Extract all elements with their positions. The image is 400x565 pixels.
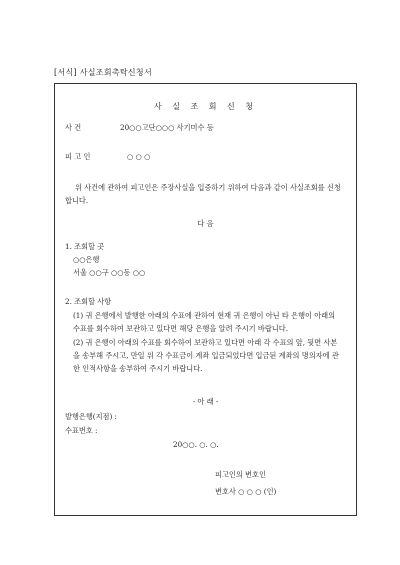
defendant-value: ○ ○ ○ — [127, 152, 151, 161]
section2-heading: 2. 조회할 사항 — [65, 297, 112, 306]
case-value: 20○○고단○○○ 사기미수 등 — [120, 123, 214, 132]
section2-item: (2) 귀 은행이 아래의 수표를 회수하여 보관하고 있다면 아래 각 수표의 앞, 뒷면 사본을 송부해 주시고, 만일 위 각 수표금이 계좌 입금되었다면 입금된 계좌의 명의자에 관한 인적사항을 송부하여 주시기 바랍니다. — [73, 338, 339, 373]
issuing-bank-label: 발행은행(지점) : — [65, 412, 117, 421]
form-frame — [54, 83, 357, 516]
section1-line: 서울 ○○구 ○○동 ○○ — [73, 268, 146, 277]
signature-caption: 피고인의 변호인 — [215, 470, 266, 479]
document-title: 사 실 조 회 신 청 — [153, 102, 258, 111]
check-number-label: 수표번호 : — [65, 426, 98, 435]
defendant-label: 피 고 인 — [65, 152, 91, 161]
section1-heading: 1. 조회할 곳 — [65, 242, 105, 251]
signature-line: 변호사 ○ ○ ○ (인) — [215, 487, 277, 496]
next-heading: 다 음 — [197, 219, 214, 228]
form-label: [서식] 사실조회촉탁신청서 — [54, 68, 152, 77]
case-label: 사 건 — [65, 123, 82, 132]
intro-paragraph: 위 사건에 관하여 피고인은 주장사실을 입증하기 위하여 다음과 같이 사실조회를 신청합니다. — [65, 183, 341, 205]
below-heading: - 아 래 - — [192, 397, 219, 406]
section2-item: (1) 귀 은행에서 발행한 아래의 수표에 관하여 현재 귀 은행이 아닌 타 은행이 아래의 수표를 회수하여 보관하고 있다면 해당 은행을 알려 주시기 바랍니다. — [73, 311, 336, 333]
document-date: 20○○. ○. ○. — [173, 440, 219, 449]
section1-line: ○○은행 — [73, 255, 100, 264]
